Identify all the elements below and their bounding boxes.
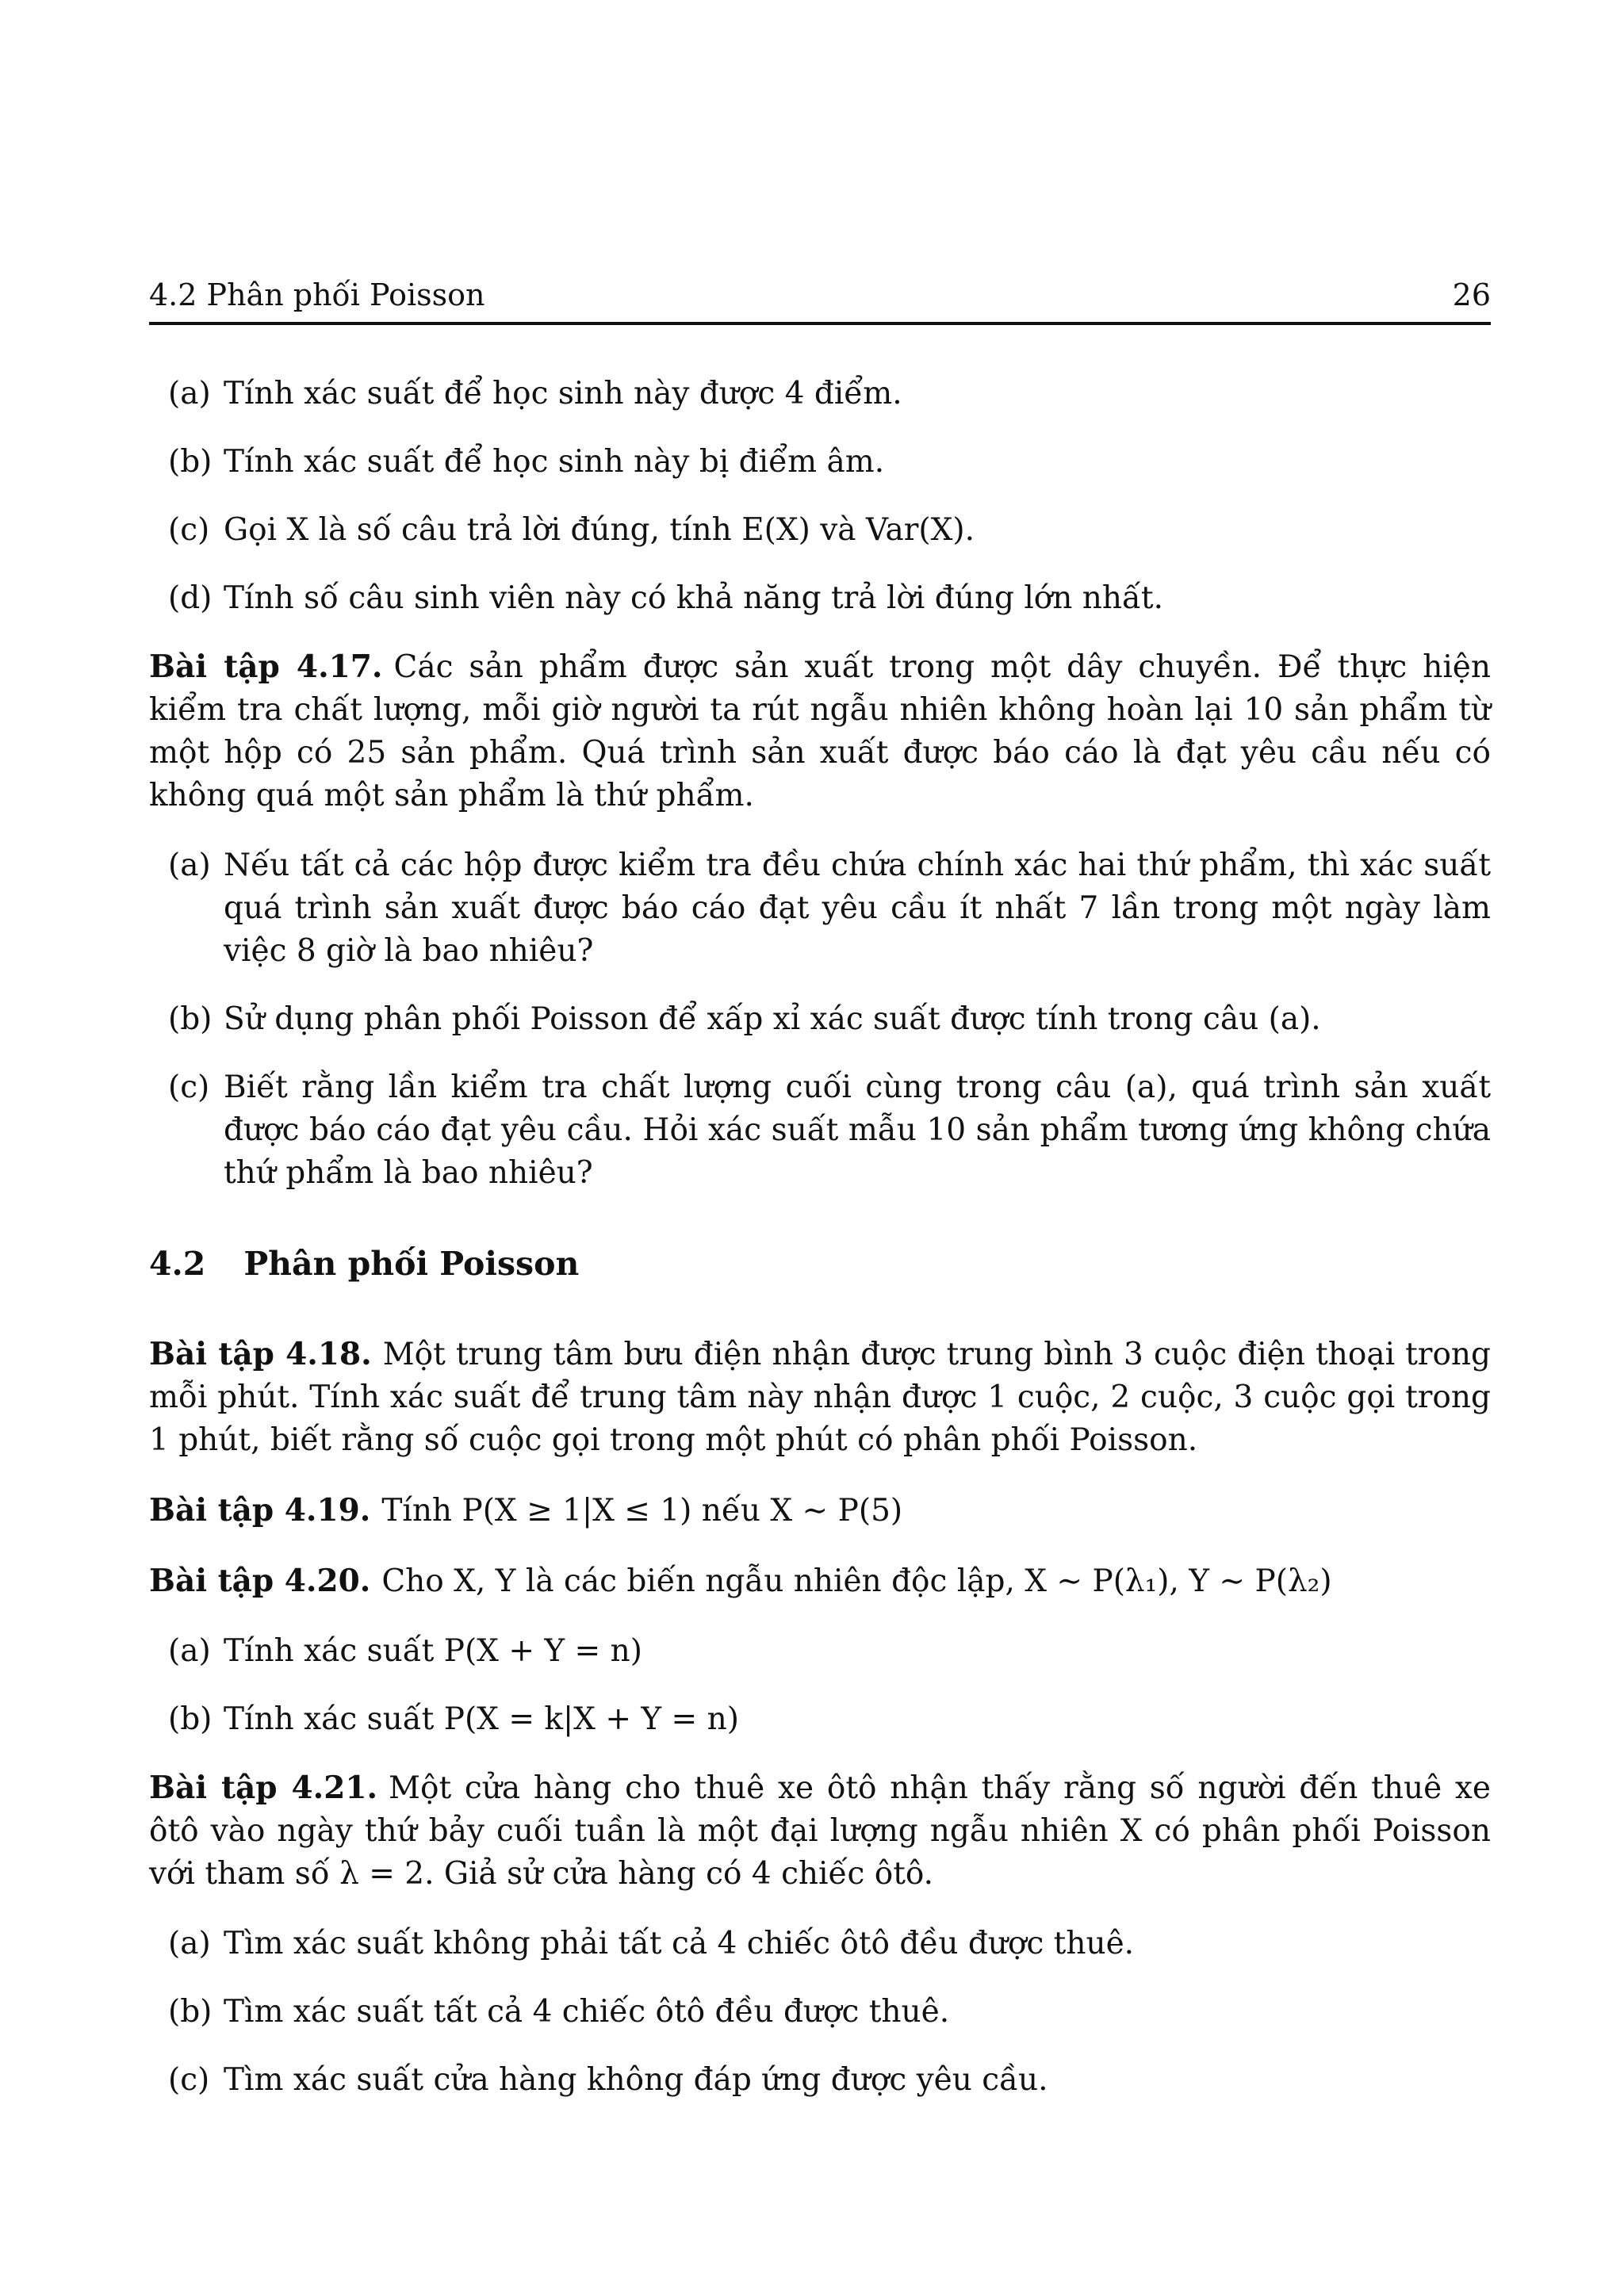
exercise-4-19	[149, 1489, 1491, 1533]
item-text: Tính xác suất P(X = k|X + Y = n)	[224, 1701, 739, 1737]
list-item	[149, 1066, 1491, 1195]
item-label: (c)	[168, 512, 210, 548]
exercise-body: Các sản phẩm được sản xuất trong một dây chuyền. Để thực hiện kiểm tra chất lượng, mỗi giờ người ta rút ngẫu nhiên không hoàn lại 10 sản phẩm từ một hộp có 25 sản phẩm. Quá trình sản xuất được báo cáo là đạt yêu cầu nếu có không quá một sản phẩm là thứ phẩm.	[149, 649, 1491, 813]
page-header	[149, 277, 1491, 325]
exercise-4-20-items	[149, 1630, 1491, 1741]
item-text: Biết rằng lần kiểm tra chất lượng cuối cùng trong câu (a), quá trình sản xuất được báo cáo đạt yêu cầu. Hỏi xác suất mẫu 10 sản phẩm tương ứng không chứa thứ phẩm là bao nhiêu?	[224, 1070, 1491, 1191]
item-label: (b)	[168, 444, 213, 480]
list-item	[149, 441, 1491, 484]
item-text: Tìm xác suất không phải tất cả 4 chiếc ôtô đều được thuê.	[224, 1926, 1135, 1961]
exercise-body: Tính P(X ≥ 1|X ≤ 1) nếu X ∼ P(5)	[381, 1493, 903, 1529]
item-text: Sử dụng phân phối Poisson để xấp xỉ xác suất được tính trong câu (a).	[224, 1001, 1321, 1037]
exercise-4-20	[149, 1559, 1491, 1603]
item-text: Tính xác suất để học sinh này bị điểm âm.	[224, 444, 885, 480]
page-number: 26	[1452, 277, 1491, 312]
item-label: (a)	[168, 376, 211, 411]
section-number: 4.2	[149, 1245, 206, 1283]
exercise-heading: Bài tập 4.19.	[149, 1492, 371, 1529]
item-text: Tìm xác suất cửa hàng không đáp ứng được yêu cầu.	[224, 2062, 1048, 2098]
list-item	[149, 844, 1491, 973]
exercise-4-21-items	[149, 1923, 1491, 2102]
item-label: (a)	[168, 1633, 211, 1669]
item-text: Tính số câu sinh viên này có khả năng trả lời đúng lớn nhất.	[224, 580, 1164, 616]
item-label: (b)	[168, 1701, 213, 1737]
exercise-body: Một cửa hàng cho thuê xe ôtô nhận thấy rằng số người đến thuê xe ôtô vào ngày thứ bảy cuối tuần là một đại lượng ngẫu nhiên X có phân phối Poisson với tham số λ = 2. Giả sử cửa hàng có 4 chiếc ôtô.	[149, 1770, 1491, 1892]
item-label: (c)	[168, 2062, 210, 2098]
exercise-4-21	[149, 1766, 1491, 1896]
section-heading	[149, 1242, 1491, 1285]
list-item	[149, 1991, 1491, 2034]
list-item	[149, 1698, 1491, 1741]
exercise-body: Cho X, Y là các biến ngẫu nhiên độc lập, X ∼ P(λ₁), Y ∼ P(λ₂)	[381, 1563, 1332, 1599]
item-text: Tìm xác suất tất cả 4 chiếc ôtô đều được thuê.	[224, 1994, 950, 2030]
item-text: Nếu tất cả các hộp được kiểm tra đều chứa chính xác hai thứ phẩm, thì xác suất quá trình sản xuất được báo cáo đạt yêu cầu ít nhất 7 lần trong một ngày làm việc 8 giờ là bao nhiêu?	[224, 848, 1491, 969]
item-text: Gọi X là số câu trả lời đúng, tính E(X) và Var(X).	[224, 512, 975, 548]
running-head-section: 4.2 Phân phối Poisson	[149, 277, 485, 312]
previous-exercise-items	[149, 373, 1491, 620]
exercise-heading: Bài tập 4.18.	[149, 1336, 372, 1372]
list-item	[149, 998, 1491, 1041]
exercise-heading: Bài tập 4.21.	[149, 1770, 378, 1806]
item-label: (a)	[168, 848, 211, 883]
page-content	[149, 373, 1491, 2127]
list-item	[149, 1923, 1491, 1965]
exercise-4-18	[149, 1333, 1491, 1462]
exercise-heading: Bài tập 4.20.	[149, 1563, 371, 1599]
exercise-heading: Bài tập 4.17.	[149, 649, 383, 685]
exercise-4-17-items	[149, 844, 1491, 1195]
exercise-body: Một trung tâm bưu điện nhận được trung bình 3 cuộc điện thoại trong mỗi phút. Tính xác suất để trung tâm này nhận được 1 cuộc, 2 cuộc, 3 cuộc gọi trong 1 phút, biết rằng số cuộc gọi trong một phút có phân phối Poisson.	[149, 1337, 1492, 1458]
item-label: (c)	[168, 1070, 210, 1105]
item-label: (a)	[168, 1926, 211, 1961]
list-item	[149, 1630, 1491, 1673]
item-label: (b)	[168, 1994, 213, 2030]
list-item	[149, 577, 1491, 620]
section-title: Phân phối Poisson	[243, 1245, 580, 1283]
list-item	[149, 373, 1491, 415]
list-item	[149, 2059, 1491, 2102]
item-text: Tính xác suất để học sinh này được 4 điểm.	[224, 376, 902, 411]
exercise-4-17	[149, 645, 1491, 817]
item-text: Tính xác suất P(X + Y = n)	[224, 1633, 642, 1669]
item-label: (d)	[168, 580, 213, 616]
item-label: (b)	[168, 1001, 213, 1037]
list-item	[149, 509, 1491, 552]
